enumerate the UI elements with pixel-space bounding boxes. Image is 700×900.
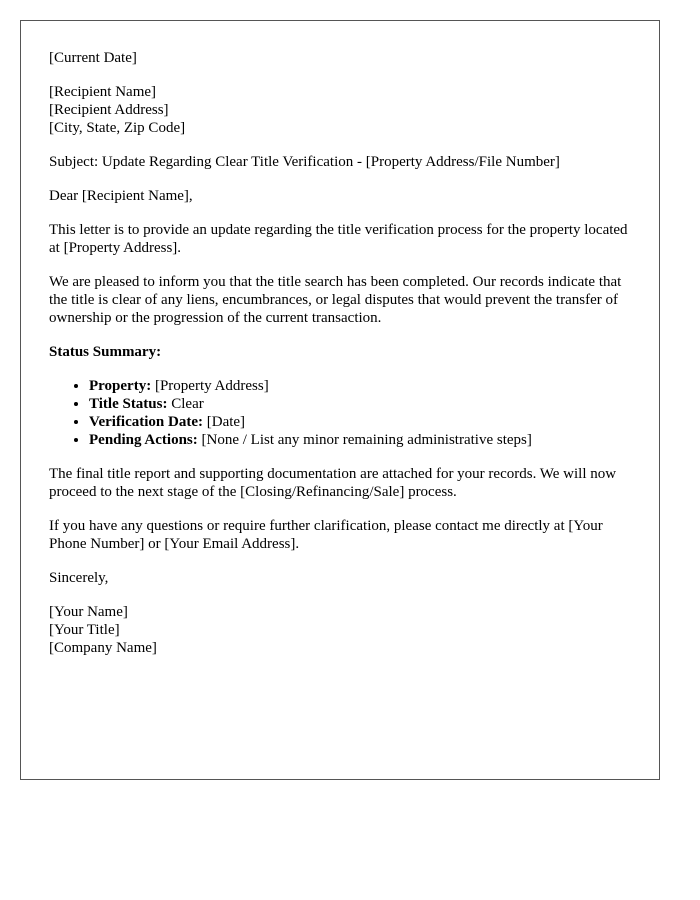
status-summary-list <box>49 377 631 449</box>
letter-date: [Current Date] <box>49 50 137 66</box>
status-item-title-status <box>89 395 631 413</box>
recipient-address: [Recipient Address] <box>49 102 169 118</box>
letter-subject: Subject: Update Regarding Clear Title Verification - [Property Address/File Number] <box>49 154 560 170</box>
status-summary-heading: Status Summary: <box>49 344 162 360</box>
signature-name: [Your Name] <box>49 604 128 620</box>
status-item-value: [None / List any minor remaining administrative steps] <box>197 432 532 448</box>
letter-closing: Sincerely, <box>49 570 109 586</box>
status-item-label: Property: <box>89 378 152 394</box>
letter-paragraph-3: The final title report and supporting documentation are attached for your records. We will now proceed to the next stage of the [Closing/Refinancing/Sale] process. <box>49 466 617 500</box>
signature-company: [Company Name] <box>49 640 157 656</box>
status-item-verification-date <box>89 413 631 431</box>
signature-block <box>49 603 631 657</box>
status-item-value: Clear <box>167 396 204 412</box>
status-item-label: Title Status: <box>89 396 168 412</box>
letter-paragraph-1: This letter is to provide an update regarding the title verification process for the property located at [Property Address]. <box>49 222 628 256</box>
letter-paragraph-4: If you have any questions or require further clarification, please contact me directly at [Your Phone Number] or [Your Email Address]. <box>49 518 603 552</box>
recipient-block <box>49 83 631 137</box>
status-item-label: Verification Date: <box>89 414 203 430</box>
status-item-label: Pending Actions: <box>89 432 198 448</box>
status-item-value: [Property Address] <box>151 378 269 394</box>
recipient-city-state-zip: [City, State, Zip Code] <box>49 120 186 136</box>
recipient-name: [Recipient Name] <box>49 84 157 100</box>
letter-salutation: Dear [Recipient Name], <box>49 188 193 204</box>
status-item-property <box>89 377 631 395</box>
status-item-value: [Date] <box>203 414 246 430</box>
letter-paragraph-2: We are pleased to inform you that the title search has been completed. Our records indicate that the title is clear of any liens, encumbrances, or legal disputes that would prevent the transfer of ownership or the progression of the current transaction. <box>49 274 622 326</box>
status-item-pending-actions <box>89 431 631 449</box>
signature-title: [Your Title] <box>49 622 120 638</box>
letter-page <box>20 20 660 780</box>
